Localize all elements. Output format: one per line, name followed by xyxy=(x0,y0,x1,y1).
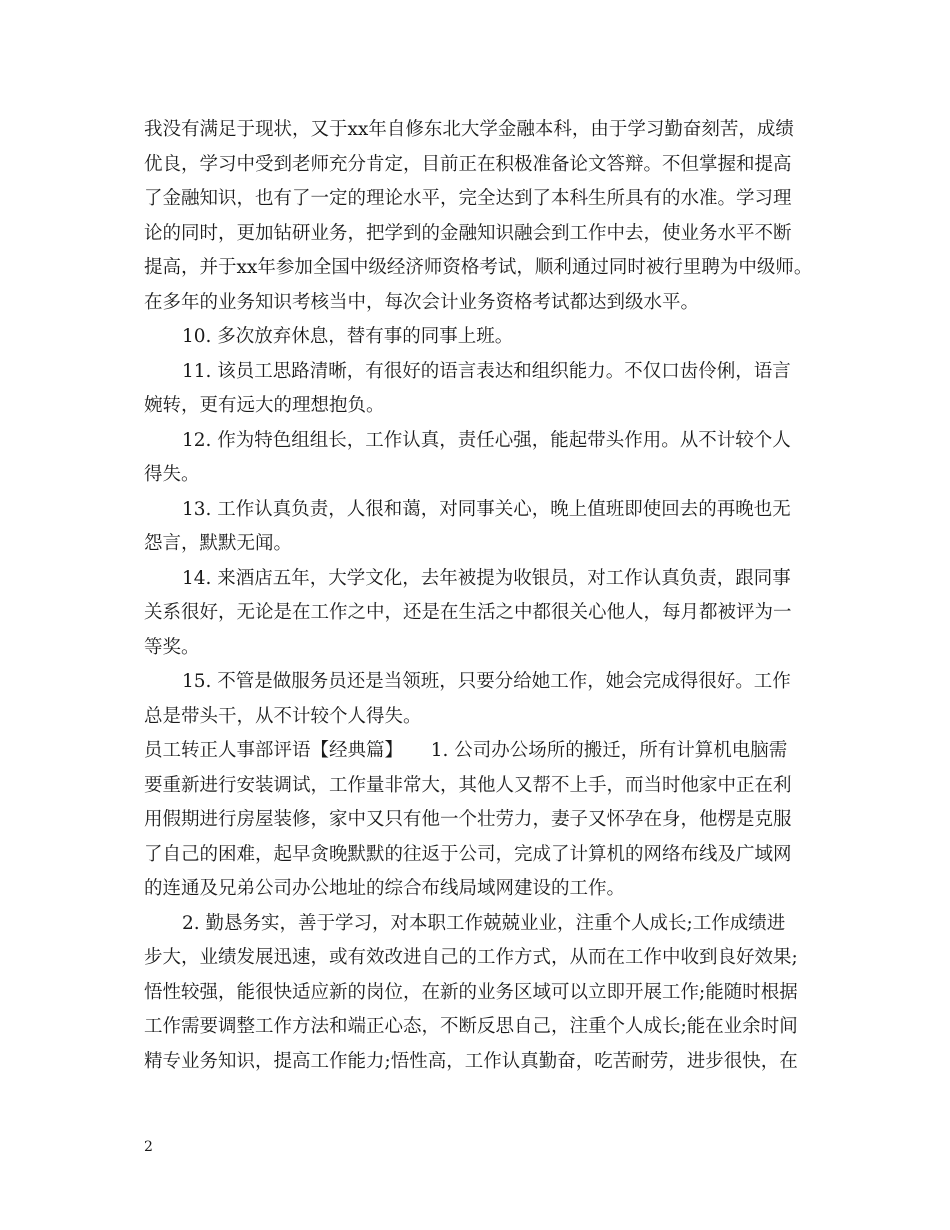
text-line: 10. 多次放弃休息，替有事的同事上班。 xyxy=(182,326,514,347)
text-line: 13. 工作认真负责，人很和蔼，对同事关心，晚上值班即使回去的再晚也无 xyxy=(182,498,791,520)
text-line: 提高，并于xx年参加全国中级经济师资格考试，顺利通过同时被行里聘为中级师。 xyxy=(144,257,813,278)
text-line: 在多年的业务知识考核当中，每次会计业务资格考试都达到级水平。 xyxy=(144,291,700,313)
text-line: 12. 作为特色组组长，工作认真，责任心强，能起带头作用。从不计较个人 xyxy=(182,429,791,451)
text-line: 论的同时，更加钻研业务，把学到的金融知识融会到工作中去，使业务水平不断 xyxy=(144,222,792,244)
text-line: 步大，业绩发展迅速，或有效改进自己的工作方式，从而在工作中收到良好效果; xyxy=(144,947,798,968)
text-line: 精专业务知识，提高工作能力;悟性高，工作认真勤奋，吃苦耐劳，进步很快，在 xyxy=(144,1050,798,1072)
text-line: 等奖。 xyxy=(144,636,200,658)
text-line: 用假期进行房屋装修，家中又只有他一个壮劳力，妻子又怀孕在身，他楞是克服 xyxy=(144,809,792,830)
text-line: 关系很好，无论是在工作之中，还是在生活之中都很关心他人，每月都被评为一 xyxy=(144,602,792,623)
text-line: 要重新进行安装调试，工作量非常大，其他人又帮不上手，而当时他家中正在利 xyxy=(144,774,792,796)
text-line: 得失。 xyxy=(144,464,200,485)
page-number: 2 xyxy=(144,1139,153,1155)
text-line: 悟性较强，能很快适应新的岗位，在新的业务区域可以立即开展工作;能随时根据 xyxy=(144,981,798,1003)
text-line: 11. 该员工思路清晰，有很好的语言表达和组织能力。不仅口齿伶俐，语言 xyxy=(182,360,791,382)
text-line: 了金融知识，也有了一定的理论水平，完全达到了本科生所具有的水准。学习理 xyxy=(144,188,792,209)
text-line: 我没有满足于现状，又于xx年自修东北大学金融本科，由于学习勤奋刻苦，成绩 xyxy=(144,119,794,140)
text-line: 15. 不管是做服务员还是当领班，只要分给她工作，她会完成得很好。工作 xyxy=(182,671,791,692)
text-line: 员工转正人事部评语【经典篇】 1. 公司办公场所的搬迁，所有计算机电脑需 xyxy=(144,740,788,761)
text-line: 婉转，更有远大的理想抱负。 xyxy=(144,395,385,416)
text-line: 的连通及兄弟公司办公地址的综合布线局域网建设的工作。 xyxy=(144,878,626,899)
text-line: 了自己的困难，起早贪晚默默的往返于公司，完成了计算机的网络布线及广域网 xyxy=(144,843,792,865)
document-body xyxy=(144,113,830,1079)
text-line: 14. 来酒店五年，大学文化，去年被提为收银员，对工作认真负责，跟同事 xyxy=(182,567,791,589)
text-line: 总是带头干，从不计较个人得失。 xyxy=(144,705,422,727)
text-line: 2. 勤恳务实，善于学习，对本职工作兢兢业业，注重个人成长;工作成绩进 xyxy=(182,912,786,934)
text-line: 工作需要调整工作方法和端正心态，不断反思自己，注重个人成长;能在业余时间 xyxy=(144,1016,798,1037)
text-line: 优良，学习中受到老师充分肯定，目前正在积极准备论文答辩。不但掌握和提高 xyxy=(144,153,792,175)
text-line: 怨言，默默无闻。 xyxy=(144,533,293,554)
